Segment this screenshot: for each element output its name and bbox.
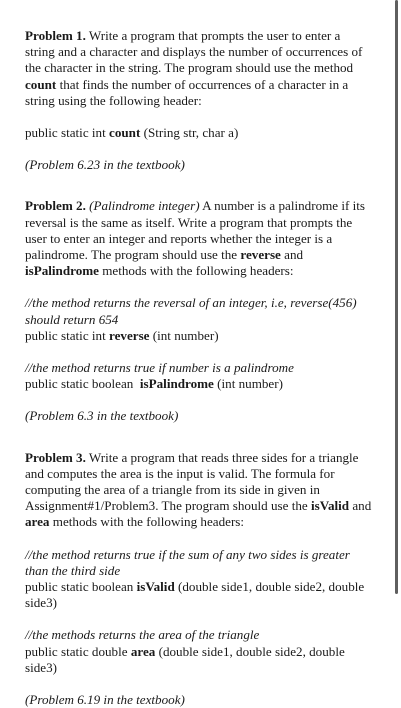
problem-3-comment-1: //the method returns true if the sum of any two sides is greater than the third side [25,546,350,578]
problem-1-signature: public static int count (String str, char a) [25,125,239,141]
method-reverse: reverse [240,247,281,263]
problem-3-label: Problem 3. [25,449,86,465]
problem-1-reference: (Problem 6.23 in the textbook) [25,157,185,173]
problem-2-comment-1: //the method returns the reversal of an integer, i.e, reverse(456) should return 654 [25,295,357,327]
method-isvalid: isValid [310,498,350,514]
problem-3-signature-2: public static double area (double side1, double side2, double side3) [25,643,345,675]
method-count: count [25,76,57,92]
problem-2-comment-2: //the method returns true if number is a palindrome [25,360,294,376]
problem-2-signature-1: public static int reverse (int number) [25,327,219,343]
vertical-scrollbar[interactable] [395,0,398,594]
method-ispalindrome: isPalindrome [25,263,99,279]
problem-3-signature-1: public static boolean isValid (double side1, double side2, double side3) [25,579,365,611]
assignment-document [25,28,373,708]
problem-2-title: (Palindrome integer) [85,198,200,214]
problem-2-reference: (Problem 6.3 in the textbook) [25,408,179,424]
problem-1-label: Problem 1. [25,28,86,43]
problem-3-comment-2: //the methods returns the area of the triangle [25,627,260,643]
problem-2-label: Problem 2. [25,198,86,214]
problem-3-description: Problem 3. Write a program that reads three sides for a triangle and computes the area is the input is valid. The formula for computing the area of a triangle from its side in given in Assignment#1/Problem3. The program should use the isValid and area methods with the following headers: [25,449,372,530]
method-area: area [25,514,50,530]
problem-1-description: Problem 1. Write a program that prompts the user to enter a string and a character and displays the number of occurrences of the character in the string. The program should use the method count that finds the number of occurrences of a character in a string using the following header: [25,28,363,108]
problem-3-reference: (Problem 6.19 in the textbook) [25,692,185,708]
problem-2-description: Problem 2. (Palindrome integer) A number is a palindrome if its reversal is the same as itself. Write a program that prompts the user to enter an integer and reports whether the integer is a palindrome. The program should use the reverse and isPalindrome methods with the following headers: [25,198,366,279]
problem-2-signature-2: public static boolean isPalindrome (int number) [25,376,283,392]
